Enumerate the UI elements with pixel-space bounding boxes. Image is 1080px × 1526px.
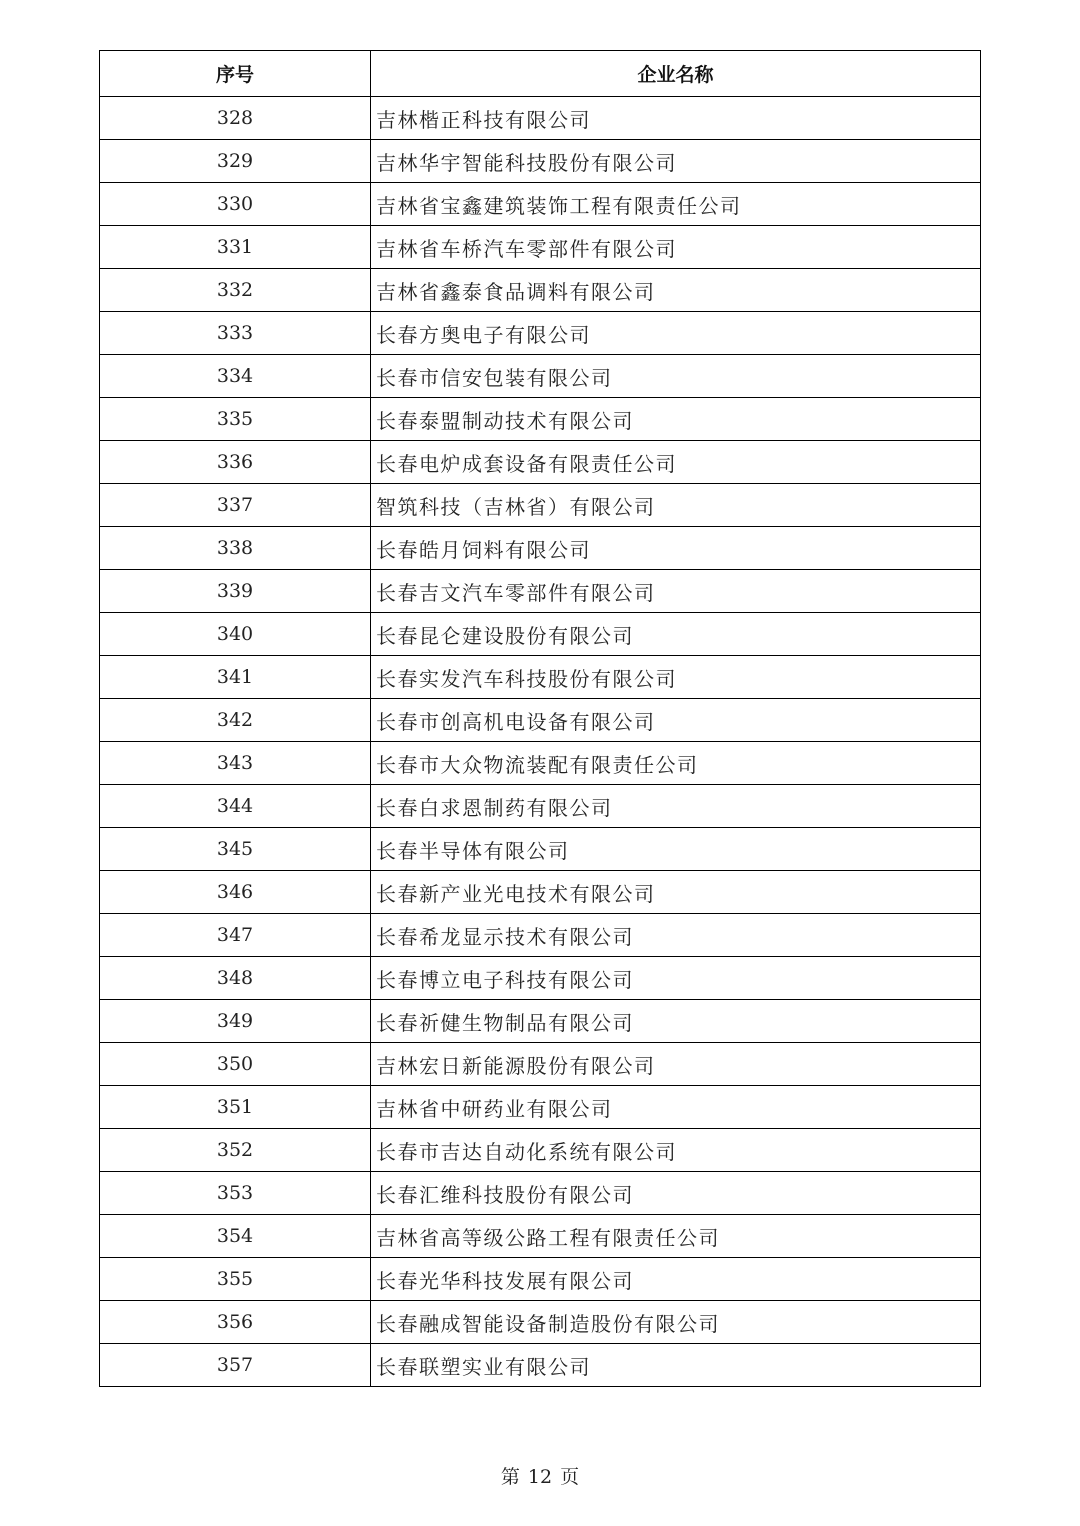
row-index: 330	[100, 183, 371, 226]
row-index: 352	[100, 1129, 371, 1172]
table-row	[100, 183, 981, 226]
table-row	[100, 1301, 981, 1344]
row-company-name: 长春市吉达自动化系统有限公司	[371, 1129, 981, 1172]
row-index: 347	[100, 914, 371, 957]
row-index: 353	[100, 1172, 371, 1215]
row-company-name: 长春市大众物流装配有限责任公司	[371, 742, 981, 785]
table-row	[100, 1172, 981, 1215]
row-index: 355	[100, 1258, 371, 1301]
table-row	[100, 742, 981, 785]
row-index: 345	[100, 828, 371, 871]
table-row	[100, 484, 981, 527]
row-company-name: 吉林省高等级公路工程有限责任公司	[371, 1215, 981, 1258]
row-index: 348	[100, 957, 371, 1000]
row-company-name: 长春实发汽车科技股份有限公司	[371, 656, 981, 699]
table-row	[100, 871, 981, 914]
row-company-name: 长春融成智能设备制造股份有限公司	[371, 1301, 981, 1344]
table-header-row	[100, 51, 981, 97]
row-company-name: 智筑科技（吉林省）有限公司	[371, 484, 981, 527]
table-row	[100, 355, 981, 398]
table-row	[100, 140, 981, 183]
row-company-name: 长春市信安包装有限公司	[371, 355, 981, 398]
row-company-name: 吉林省宝鑫建筑装饰工程有限责任公司	[371, 183, 981, 226]
table-row	[100, 656, 981, 699]
row-index: 341	[100, 656, 371, 699]
row-company-name: 吉林省中研药业有限公司	[371, 1086, 981, 1129]
row-index: 356	[100, 1301, 371, 1344]
row-index: 333	[100, 312, 371, 355]
table-row	[100, 785, 981, 828]
row-index: 351	[100, 1086, 371, 1129]
table-row	[100, 699, 981, 742]
row-company-name: 吉林省车桥汽车零部件有限公司	[371, 226, 981, 269]
table-row	[100, 269, 981, 312]
table-row	[100, 1344, 981, 1387]
row-company-name: 长春白求恩制药有限公司	[371, 785, 981, 828]
row-index: 336	[100, 441, 371, 484]
table-row	[100, 957, 981, 1000]
row-index: 340	[100, 613, 371, 656]
row-index: 343	[100, 742, 371, 785]
table-row	[100, 527, 981, 570]
table-row	[100, 613, 981, 656]
table-row	[100, 226, 981, 269]
header-index: 序号	[100, 51, 371, 97]
row-index: 332	[100, 269, 371, 312]
row-company-name: 长春光华科技发展有限公司	[371, 1258, 981, 1301]
row-index: 342	[100, 699, 371, 742]
row-index: 328	[100, 97, 371, 140]
table-row	[100, 1086, 981, 1129]
row-company-name: 长春市创高机电设备有限公司	[371, 699, 981, 742]
row-company-name: 长春吉文汽车零部件有限公司	[371, 570, 981, 613]
row-index: 344	[100, 785, 371, 828]
row-index: 335	[100, 398, 371, 441]
row-index: 331	[100, 226, 371, 269]
row-company-name: 长春泰盟制动技术有限公司	[371, 398, 981, 441]
page-number: 12	[527, 1466, 553, 1488]
row-index: 346	[100, 871, 371, 914]
row-company-name: 长春电炉成套设备有限责任公司	[371, 441, 981, 484]
row-company-name: 长春汇维科技股份有限公司	[371, 1172, 981, 1215]
table-row	[100, 312, 981, 355]
row-company-name: 长春方奥电子有限公司	[371, 312, 981, 355]
company-list-table	[99, 50, 981, 1387]
row-company-name: 长春昆仑建设股份有限公司	[371, 613, 981, 656]
table-row	[100, 1215, 981, 1258]
row-index: 354	[100, 1215, 371, 1258]
row-index: 357	[100, 1344, 371, 1387]
page-footer	[0, 1462, 1080, 1489]
table-row	[100, 398, 981, 441]
row-index: 338	[100, 527, 371, 570]
row-index: 337	[100, 484, 371, 527]
table-row	[100, 1129, 981, 1172]
table-row	[100, 570, 981, 613]
row-company-name: 吉林省鑫泰食品调料有限公司	[371, 269, 981, 312]
row-company-name: 吉林楷正科技有限公司	[371, 97, 981, 140]
row-company-name: 长春新产业光电技术有限公司	[371, 871, 981, 914]
table-body	[100, 97, 981, 1387]
table-row	[100, 97, 981, 140]
row-company-name: 吉林华宇智能科技股份有限公司	[371, 140, 981, 183]
row-index: 339	[100, 570, 371, 613]
table-row	[100, 1043, 981, 1086]
table-row	[100, 1000, 981, 1043]
table-row	[100, 828, 981, 871]
row-index: 350	[100, 1043, 371, 1086]
row-company-name: 长春希龙显示技术有限公司	[371, 914, 981, 957]
row-company-name: 吉林宏日新能源股份有限公司	[371, 1043, 981, 1086]
table-row	[100, 1258, 981, 1301]
table-row	[100, 441, 981, 484]
header-company-name: 企业名称	[371, 51, 981, 97]
row-index: 334	[100, 355, 371, 398]
page-number-prefix: 第	[500, 1466, 520, 1488]
row-index: 349	[100, 1000, 371, 1043]
row-index: 329	[100, 140, 371, 183]
row-company-name: 长春皓月饲料有限公司	[371, 527, 981, 570]
page-number-suffix: 页	[560, 1466, 580, 1488]
row-company-name: 长春博立电子科技有限公司	[371, 957, 981, 1000]
row-company-name: 长春联塑实业有限公司	[371, 1344, 981, 1387]
row-company-name: 长春半导体有限公司	[371, 828, 981, 871]
table-row	[100, 914, 981, 957]
row-company-name: 长春祈健生物制品有限公司	[371, 1000, 981, 1043]
